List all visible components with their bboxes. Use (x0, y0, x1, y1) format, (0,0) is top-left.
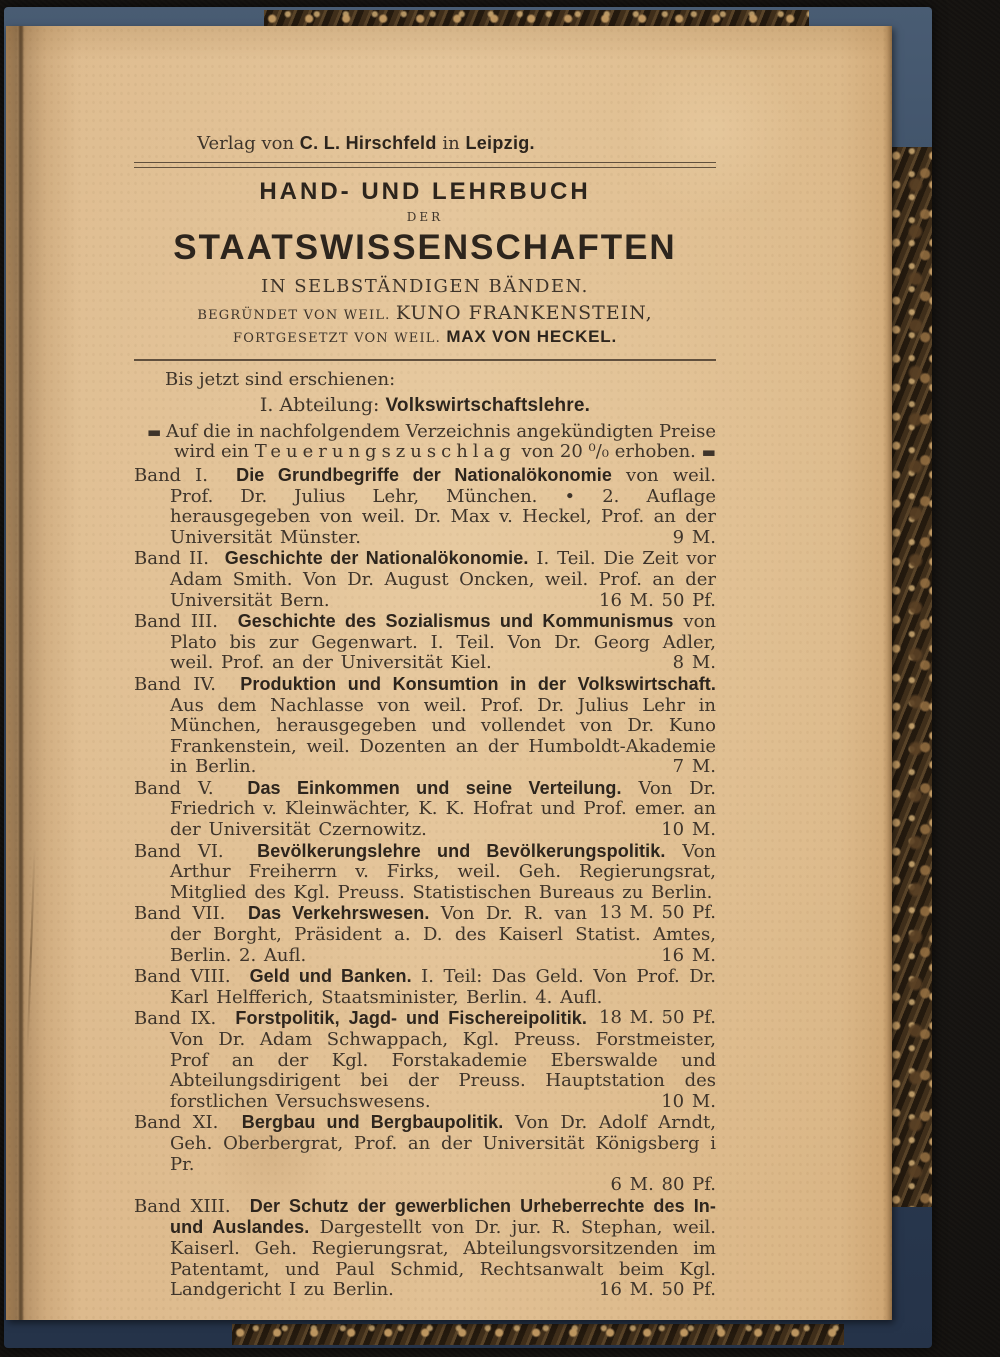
single-rule (134, 359, 716, 361)
publisher-prefix: Verlag von (197, 133, 295, 154)
founder-line (134, 303, 716, 326)
series-subtitle: IN SELBSTÄNDIGEN BÄNDEN. (261, 275, 589, 297)
band-number: Band VII. (134, 903, 248, 925)
band-title: Bergbau und Bergbaupolitik. (241, 1112, 504, 1133)
continuer-line (134, 326, 716, 350)
notice-text-1: Auf die in nachfolgendem Verzeichnis angekündigten Preise wird ein (165, 420, 716, 463)
marbled-paper-right (888, 147, 932, 1207)
band-number: Band IV. (134, 673, 241, 695)
band-number: Band VI. (134, 840, 258, 862)
band-title: Der Schutz der gewerblichen Urheberrechte des In- und Auslandes. (170, 1195, 716, 1238)
band-price: 18 M. 50 Pf. (599, 1007, 716, 1029)
band-title: Das Einkommen und seine Verteilung. (247, 777, 622, 798)
marbled-paper-bottom (232, 1324, 844, 1345)
publisher-line (134, 133, 716, 155)
band-price: 10 M. (661, 819, 716, 841)
publisher-connector: in (442, 133, 460, 154)
price-notice (134, 422, 716, 463)
band-price: 13 M. 50 Pf. (599, 902, 716, 924)
catalog-entry (134, 778, 716, 841)
catalog-entry (134, 1112, 716, 1195)
founder-name: KUNO FRANKENSTEIN, (395, 301, 653, 324)
band-description: Dargestellt von Dr. jur. R. Stephan, weil. Kaiserl. Geh. Regierungsrat, Abteilungsvorsitzenden im Patentamt, und Paul Schmid, Rechtsanwalt beim Kgl. Landgericht I zu Berlin. (170, 1217, 717, 1301)
series-title-line1: HAND- UND LEHRBUCH (259, 177, 591, 205)
notice-marker-right: ▬ (701, 443, 715, 462)
page-crease (26, 846, 35, 1056)
notice-spaced-word: Teuerungszuschlag (254, 441, 516, 463)
notice-text-2: von 20 ⁰/₀ erhoben. (521, 441, 696, 463)
band-title: Produktion und Konsumtion in der Volkswirtschaft. (240, 673, 716, 694)
band-number: Band III. (134, 611, 238, 633)
band-price: 8 M. (672, 652, 716, 674)
band-number: Band II. (134, 548, 225, 570)
band-title: Das Verkehrswesen. (247, 903, 430, 924)
notice-marker-left: ▬ (147, 422, 161, 441)
band-description: Aus dem Nachlasse von weil. Prof. Dr. Julius Lehr in München, herausgegeben und vollendet von Dr. Kuno Frankenstein, weil. Dozenten an der Humboldt-Akademie in Berlin. (170, 694, 716, 778)
band-price: 9 M. (672, 526, 716, 548)
band-list (134, 465, 716, 1301)
band-title: Geschichte des Sozialismus und Kommunismus (237, 611, 674, 632)
band-description: Von Dr. Friedrich v. Kleinwächter, K. K. Hofrat und Prof. emer. an der Universität Czernowitz. (170, 777, 716, 841)
band-description: Von Dr. R. van der Borght, Präsident a. D. des Kaiserl Statist. Amtes, Berlin. 2. Aufl. (170, 903, 716, 966)
series-title-line3: STAATSWISSENSCHAFTEN (173, 227, 677, 267)
band-description: Von Arthur Freiherrn v. Firks, weil. Geh. Regierungsrat, Mitglied des Kgl. Preuss. Statistischen Bureaus zu Berlin. (170, 840, 717, 903)
band-number: Band IX. (134, 1008, 236, 1030)
double-rule (134, 162, 716, 168)
catalog-entry (134, 1196, 716, 1301)
founder-prefix: BEGRÜNDET VON WEIL. (197, 307, 391, 323)
band-description: Von Dr. Adam Schwappach, Kgl. Preuss. Forstmeister, Prof an der Kgl. Forstakademie Eberswalde und Abteilungsdirigent bei der Preuss. Hauptstation des forstlichen Versuchswesens. (170, 1029, 716, 1112)
band-price: 6 M. 80 Pf. (610, 1174, 716, 1196)
band-price: 7 M. (672, 756, 716, 778)
continuer-prefix: FORTGESETZT VON WEIL. (233, 330, 441, 346)
band-title: Die Grundbegriffe der Nationalökonomie (236, 464, 612, 485)
band-title: Geschichte der Nationalökonomie. (224, 548, 529, 569)
masthead (134, 178, 716, 350)
printed-content (134, 26, 716, 1301)
publisher-name: C. L. Hirschfeld (299, 133, 437, 153)
catalog-entry (134, 548, 716, 611)
band-number: Band XI. (134, 1112, 242, 1134)
band-title: Bevölkerungslehre und Bevölkerungspolitik. (257, 840, 666, 861)
intro-line: Bis jetzt sind erschienen: (165, 368, 396, 390)
band-description: von Plato bis zur Gegenwart. I. Teil. Von Dr. Georg Adler, weil. Prof. an der Universität Kiel. (170, 611, 716, 674)
band-description: von weil. Prof. Dr. Julius Lehr, München. • 2. Auflage herausgegeben von weil. Dr. Max v. Heckel, Prof. an der Universität Münster. (170, 464, 717, 548)
band-number: Band VIII. (134, 966, 250, 988)
band-title: Forstpolitik, Jagd- und Fischereipolitik. (235, 1008, 588, 1029)
catalog-entry (134, 674, 716, 778)
band-number: Band I. (134, 464, 237, 486)
band-description: Von Dr. Adolf Arndt, Geh. Oberbergrat, Prof. an der Universität Königsberg i Pr. (170, 1112, 716, 1175)
continuer-name: MAX VON HECKEL. (446, 326, 617, 346)
section-title: Volkswirtschaftslehre. (385, 395, 591, 417)
band-price: 16 M. 50 Pf. (599, 589, 716, 611)
section-label: I. Abteilung: (259, 394, 380, 417)
band-description: I. Teil. Die Zeit vor Adam Smith. Von Dr. August Oncken, weil. Prof. an der Universität Bern. (170, 548, 716, 611)
catalog-entry (134, 465, 716, 548)
publisher-city: Leipzig. (465, 133, 535, 153)
catalog-entry (134, 611, 716, 674)
band-title: Geld und Banken. (249, 966, 412, 987)
book-page (6, 26, 892, 1320)
band-price: 16 M. 50 Pf. (599, 1279, 716, 1301)
series-title-line2: DER (406, 209, 444, 224)
band-price: 16 M. (661, 944, 716, 966)
band-price: 10 M. (661, 1090, 716, 1112)
band-description: I. Teil: Das Geld. Von Prof. Dr. Karl Helfferich, Staatsminister, Berlin. 4. Aufl. (170, 966, 716, 1008)
band-number: Band XIII. (134, 1195, 250, 1217)
section-heading (134, 395, 716, 417)
band-number: Band V. (134, 777, 248, 799)
